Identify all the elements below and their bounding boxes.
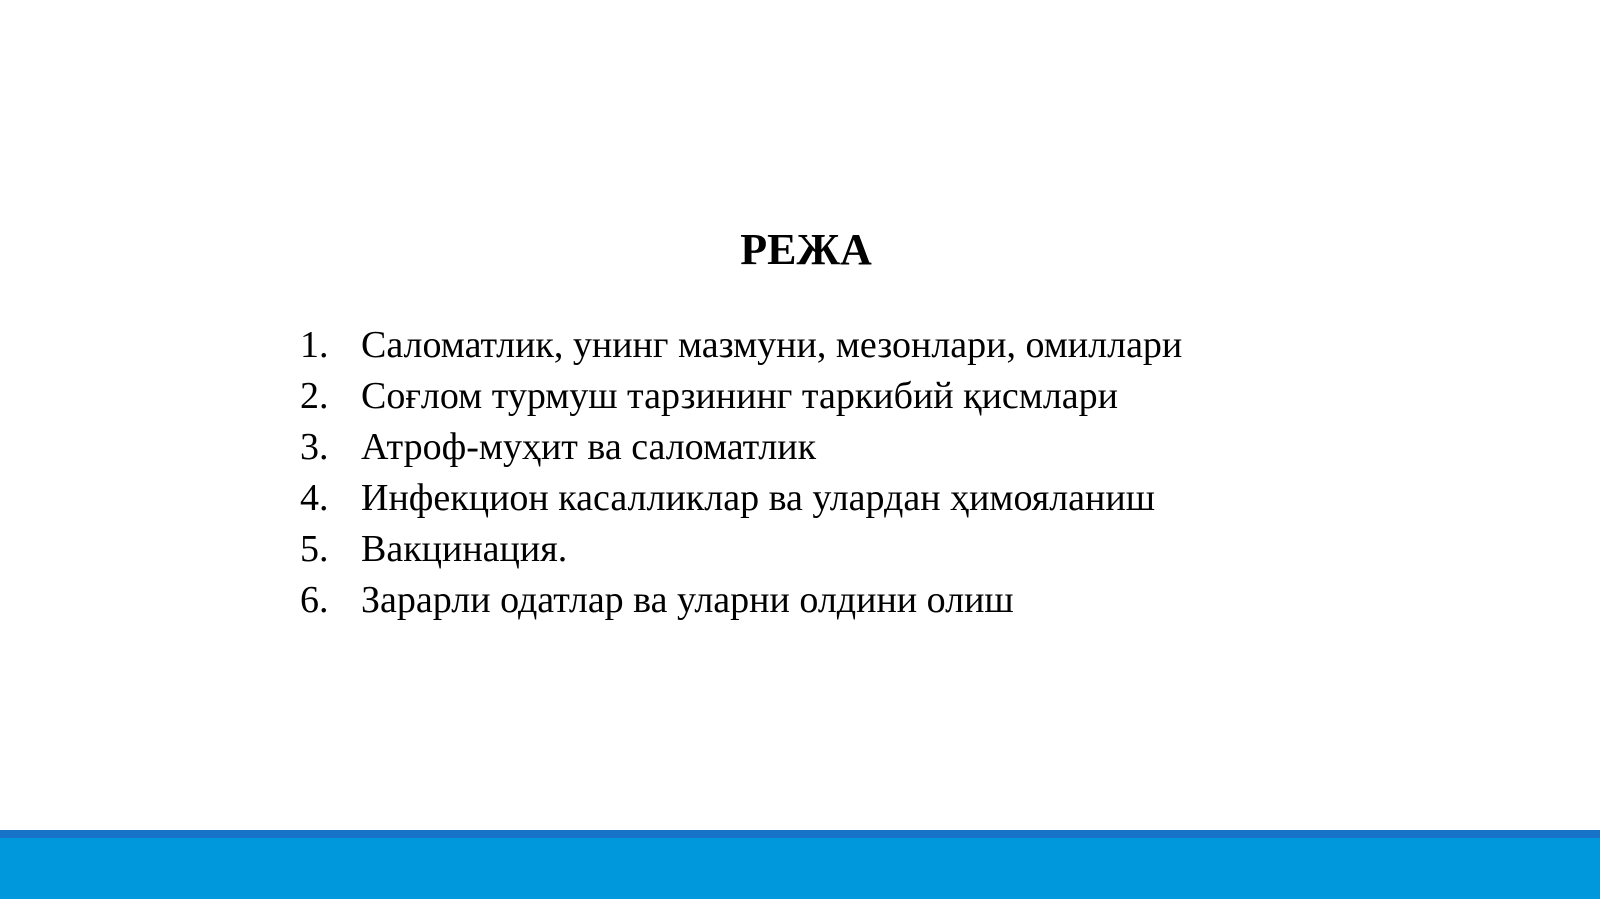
list-item (300, 422, 1182, 473)
list-item-text: Саломатлик, унинг мазмуни, мезонлари, омиллари (361, 324, 1183, 366)
list-item-text: Инфекцион касалликлар ва улардан ҳимояланиш (361, 477, 1155, 519)
list-item (300, 371, 1182, 422)
plan-list (300, 320, 1182, 626)
list-item-text: Атроф-муҳит ва саломатлик (361, 426, 817, 468)
list-item-number: 3. (300, 426, 329, 468)
list-item (300, 473, 1182, 524)
list-item-number: 2. (300, 375, 329, 417)
list-item (300, 524, 1182, 575)
footer-accent-line (0, 830, 1600, 838)
footer-band (0, 838, 1600, 899)
list-item-number: 4. (300, 477, 329, 519)
list-item-text: Соғлом турмуш тарзининг таркибий қисмлари (361, 375, 1119, 417)
slide-title: РЕЖА (740, 225, 872, 274)
list-item-number: 6. (300, 579, 329, 621)
list-item-number: 5. (300, 528, 329, 570)
list-item-number: 1. (300, 324, 329, 366)
list-item-text: Вакцинация. (361, 528, 568, 570)
list-item (300, 320, 1182, 371)
list-item (300, 575, 1182, 626)
list-item-text: Зарарли одатлар ва уларни олдини олиш (361, 579, 1014, 621)
